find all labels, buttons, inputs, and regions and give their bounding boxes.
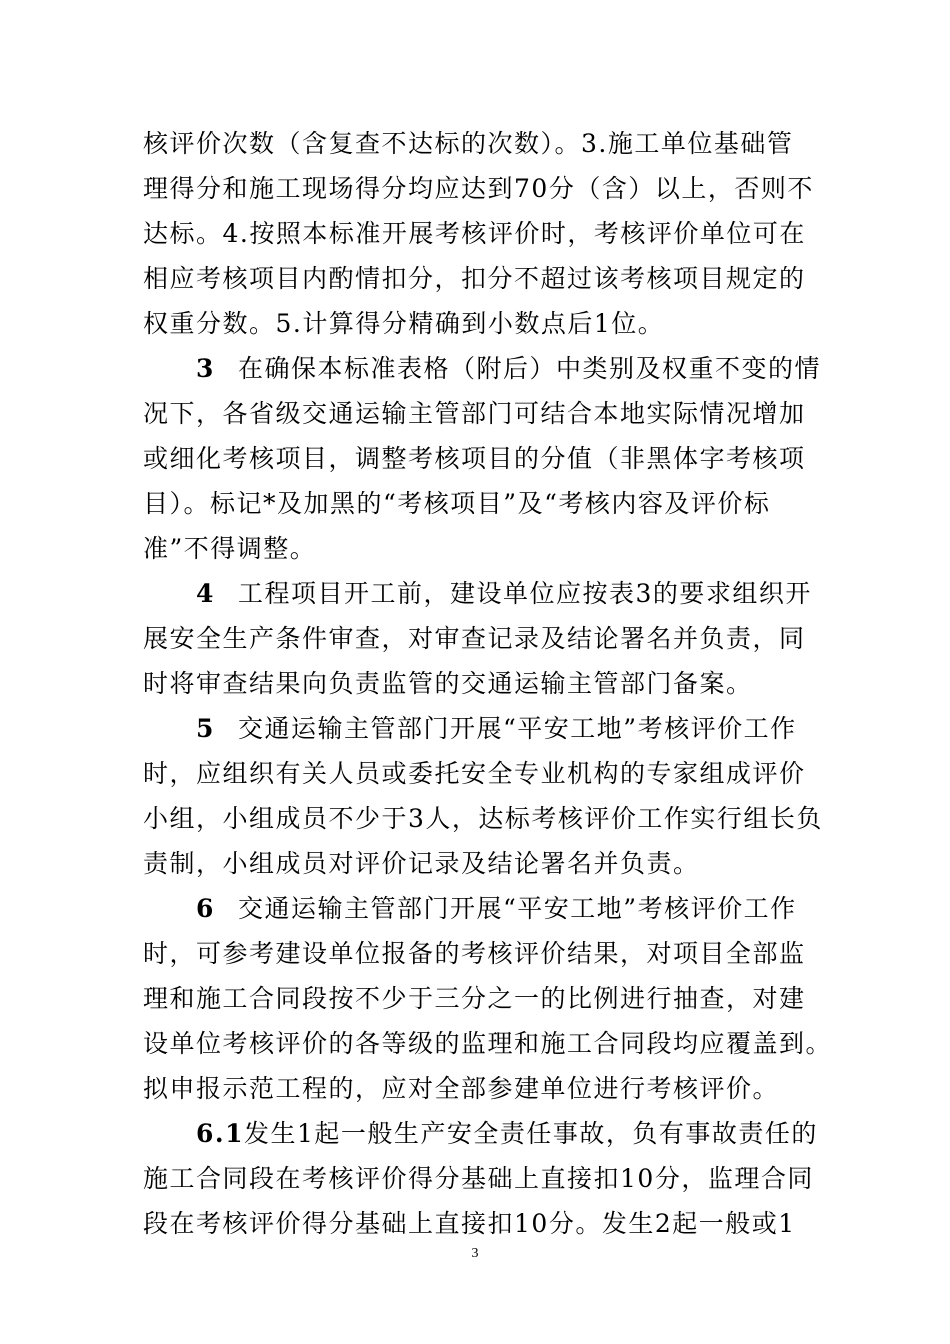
paragraph-first-line xyxy=(196,886,797,932)
paragraph-first-line xyxy=(196,706,797,752)
clause-number: 5 xyxy=(196,714,215,743)
line-text: 交通运输主管部门开展“平安工地”考核评价工作 xyxy=(238,894,797,923)
line-text: 时，可参考建设单位报备的考核评价结果，对项目全部监 xyxy=(143,939,806,968)
text-line xyxy=(143,1201,796,1247)
text-line xyxy=(143,796,823,842)
text-line xyxy=(143,391,806,437)
clause-number: 6 xyxy=(196,894,215,923)
line-text: 权重分数。5.计算得分精确到小数点后1位。 xyxy=(143,309,665,338)
text-line xyxy=(143,976,806,1022)
text-line xyxy=(143,211,806,257)
line-text: 设单位考核评价的各等级的监理和施工合同段均应覆盖到。 xyxy=(143,1029,833,1058)
clause-number: 3 xyxy=(196,354,215,383)
text-line xyxy=(143,931,806,977)
line-text: 核评价次数（含复查不达标的次数）。3.施工单位基础管 xyxy=(143,129,794,158)
line-text: 理得分和施工现场得分均应达到70分（含）以上，否则不 xyxy=(143,174,814,203)
clause-number: 6.1 xyxy=(196,1119,244,1148)
line-text: 相应考核项目内酌情扣分，扣分不超过该考核项目规定的 xyxy=(143,264,806,293)
line-text: 时将审查结果向负责监管的交通运输主管部门备案。 xyxy=(143,669,753,698)
text-line xyxy=(143,301,664,347)
line-text: 在确保本标准表格（附后）中类别及权重不变的情 xyxy=(238,354,822,383)
line-text: 小组，小组成员不少于3人，达标考核评价工作实行组长负 xyxy=(143,804,823,833)
text-line xyxy=(143,1066,779,1112)
line-text: 或细化考核项目，调整考核项目的分值（非黑体字考核项 xyxy=(143,444,806,473)
paragraph-first-line xyxy=(196,571,812,617)
line-text: 达标。4.按照本标准开展考核评价时，考核评价单位可在 xyxy=(143,219,806,248)
line-text: 时，应组织有关人员或委托安全专业机构的专家组成评价 xyxy=(143,759,806,788)
text-line xyxy=(143,256,806,302)
line-text: 交通运输主管部门开展“平安工地”考核评价工作 xyxy=(238,714,797,743)
line-text: 目）。标记*及加黑的“考核项目”及“考核内容及评价标 xyxy=(143,489,771,518)
line-text: 拟申报示范工程的，应对全部参建单位进行考核评价。 xyxy=(143,1074,780,1103)
text-line xyxy=(143,436,806,482)
text-line xyxy=(143,841,700,887)
line-text: 展安全生产条件审查，对审查记录及结论署名并负责，同 xyxy=(143,624,806,653)
text-line xyxy=(143,121,793,167)
page-number: 3 xyxy=(471,1246,479,1261)
text-line xyxy=(143,481,770,527)
text-line xyxy=(143,1156,814,1202)
line-text: 准”不得调整。 xyxy=(143,534,317,563)
text-line xyxy=(143,751,806,797)
line-text: 况下，各省级交通运输主管部门可结合本地实际情况增加 xyxy=(143,399,806,428)
line-text: 施工合同段在考核评价得分基础上直接扣10分，监理合同 xyxy=(143,1164,814,1193)
paragraph-first-line xyxy=(196,1111,818,1157)
text-line xyxy=(143,1021,832,1067)
line-text: 发生1起一般生产安全责任事故，负有事故责任的 xyxy=(244,1119,818,1148)
paragraph-first-line xyxy=(196,346,821,392)
text-line xyxy=(143,526,316,572)
clause-number: 4 xyxy=(196,579,215,608)
line-text: 理和施工合同段按不少于三分之一的比例进行抽查，对建 xyxy=(143,984,806,1013)
text-line xyxy=(143,616,806,662)
line-text: 工程项目开工前，建设单位应按表3的要求组织开 xyxy=(238,579,812,608)
line-text: 责制，小组成员对评价记录及结论署名并负责。 xyxy=(143,849,700,878)
text-line xyxy=(143,166,814,212)
line-text: 段在考核评价得分基础上直接扣10分。发生2起一般或1 xyxy=(143,1209,796,1238)
text-line xyxy=(143,661,753,707)
